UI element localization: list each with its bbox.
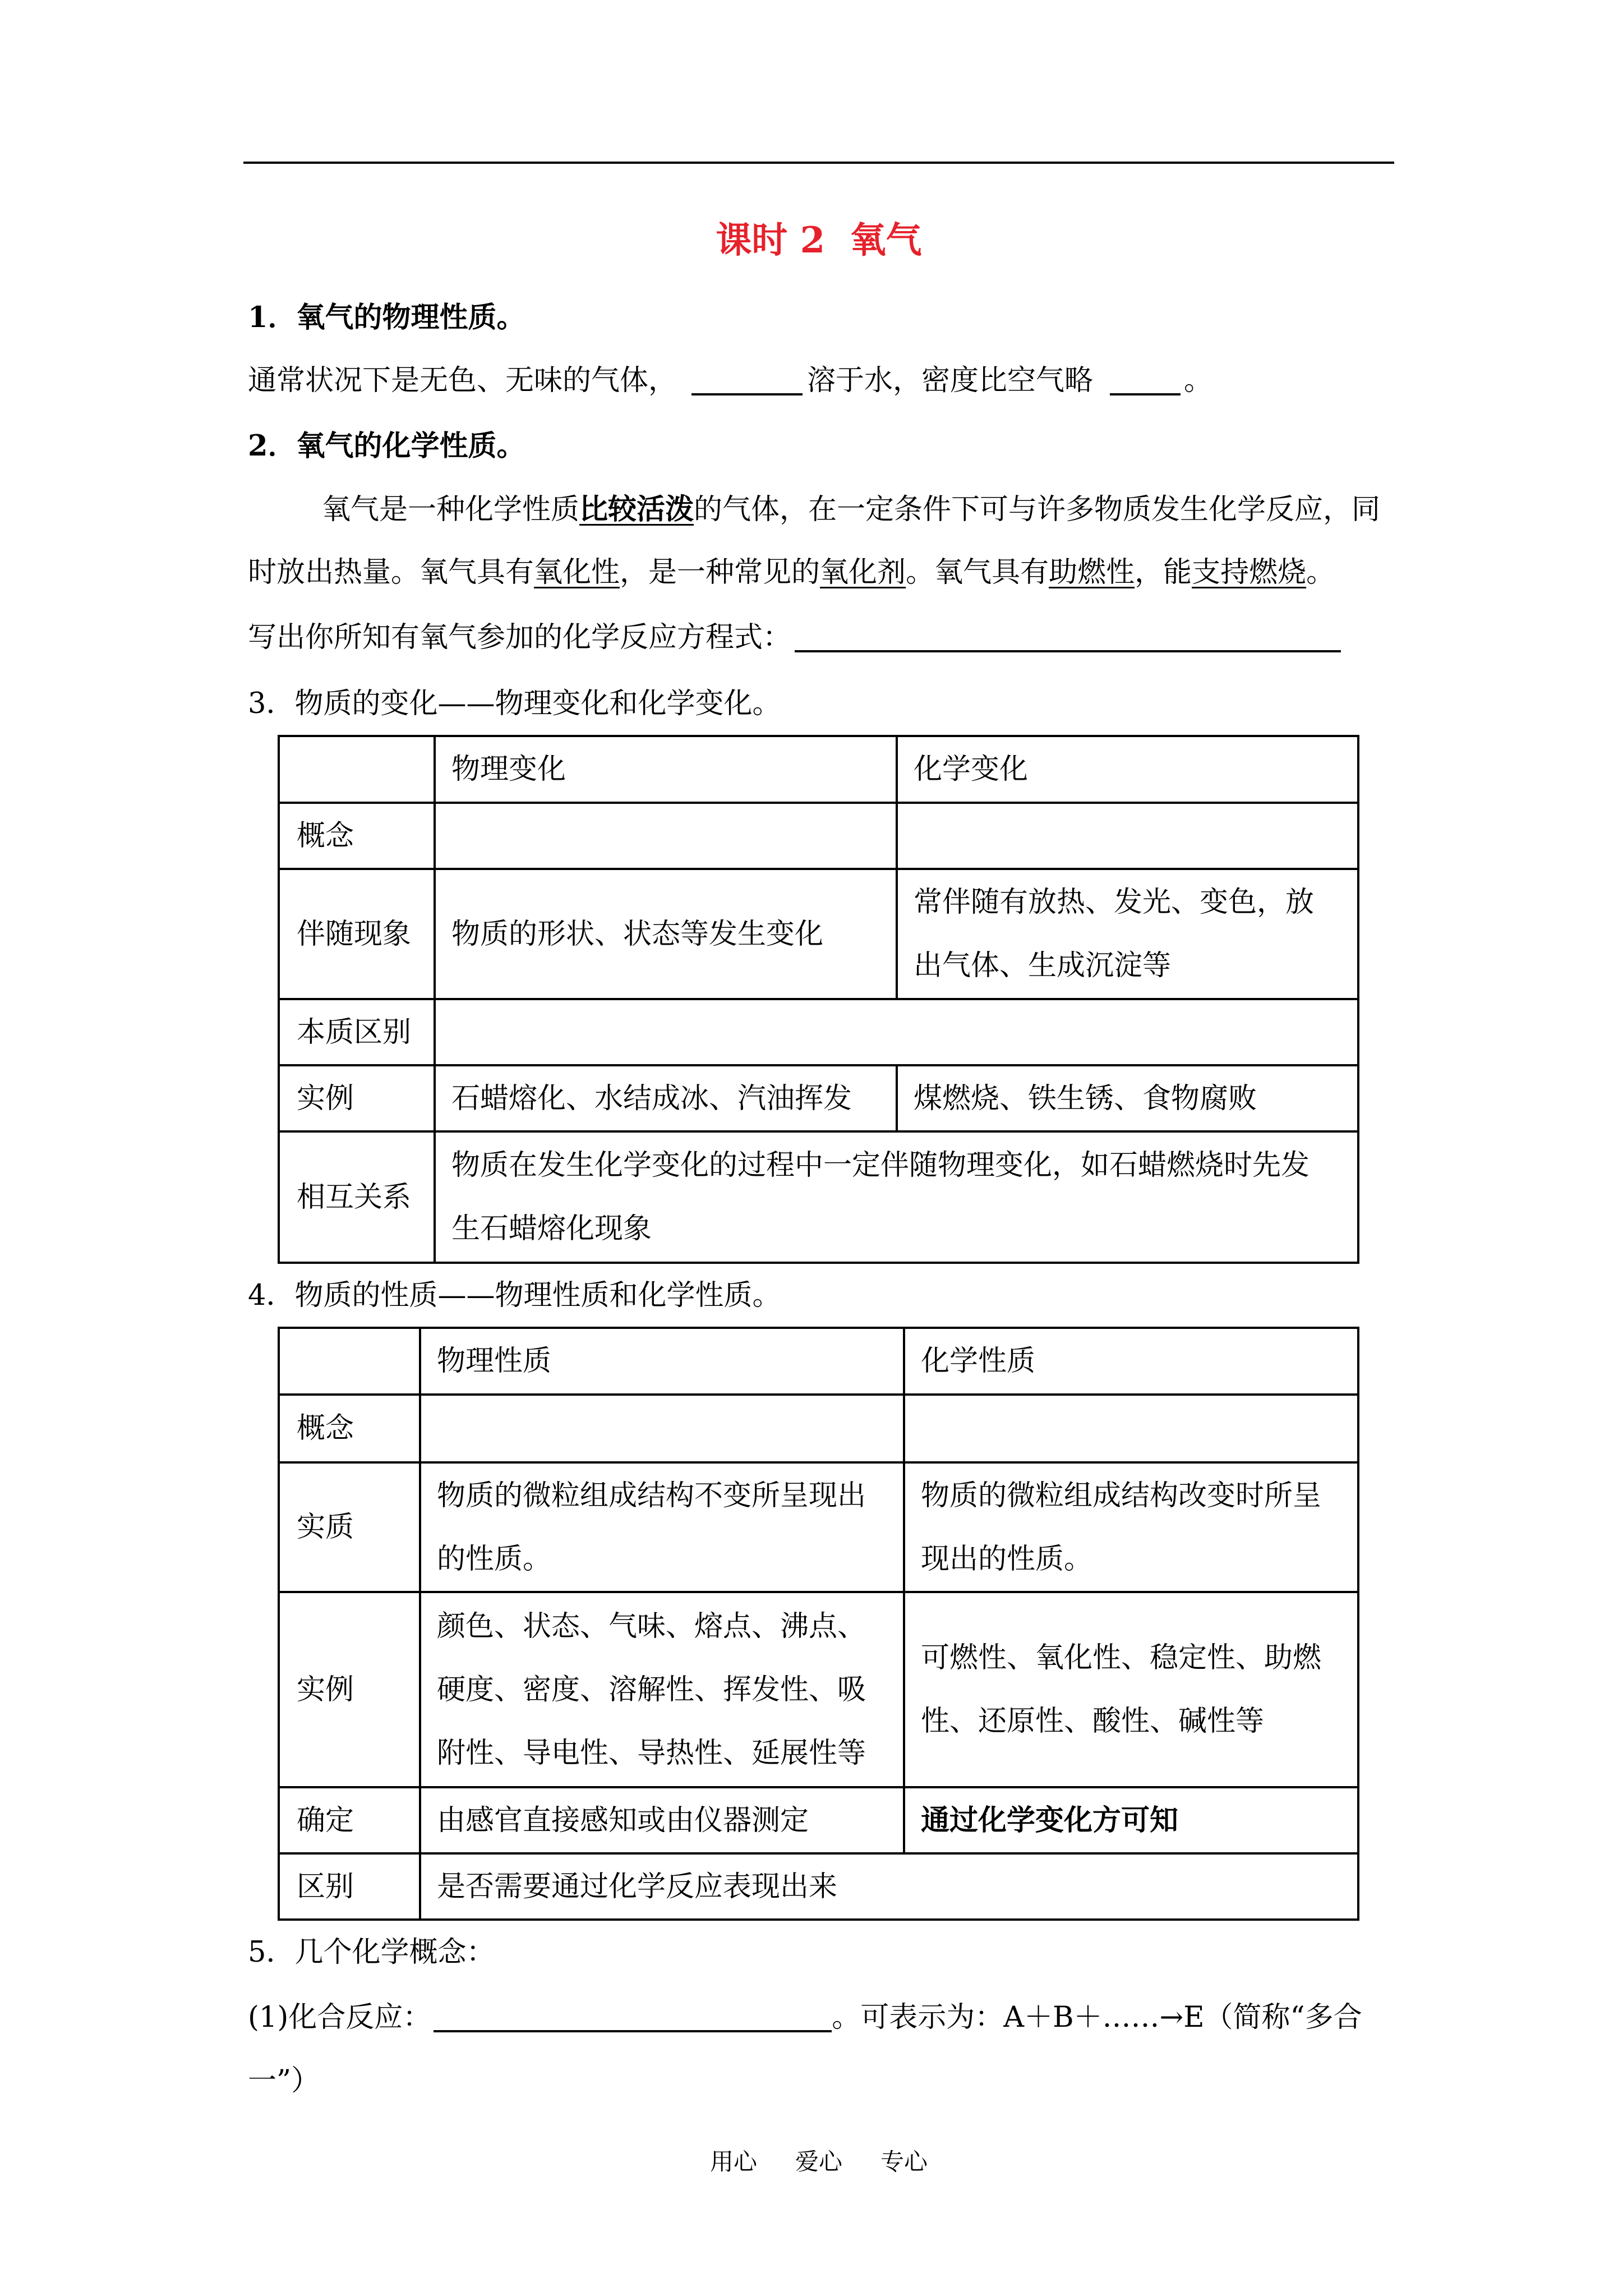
- cell-line: 出气体、生成沉淀等: [914, 949, 1172, 982]
- table-cell: 是否需要通过化学反应表现出来: [420, 1853, 1358, 1920]
- table-cell: [904, 1592, 1358, 1787]
- text-segment: 氧气是一种化学性质: [322, 493, 580, 526]
- fill-in-blank: [691, 388, 803, 395]
- row-label: 实例: [279, 1592, 420, 1787]
- table-header-row: [279, 736, 1358, 803]
- table-row: [279, 1131, 1358, 1263]
- row-label: 实质: [279, 1462, 420, 1592]
- cell-line: 附性、导电性、导热性、延展性等: [437, 1736, 866, 1770]
- text-segment: 溶于水，密度比空气略: [807, 364, 1094, 397]
- table-row: [279, 1462, 1358, 1592]
- column-header: 化学性质: [904, 1328, 1358, 1395]
- table-cell: [420, 1592, 904, 1787]
- table-row: [279, 1592, 1358, 1787]
- table-cell: [904, 1462, 1358, 1592]
- definition-line: [248, 2001, 1362, 2035]
- equation-prompt: [248, 621, 1341, 655]
- text-segment: 的气体，在一定条件下可与许多物质发生化学反应，同: [694, 493, 1381, 526]
- row-label: 区别: [279, 1853, 420, 1920]
- table-cell: [435, 999, 1358, 1065]
- change-comparison-table: [278, 735, 1359, 1264]
- section-3-heading: 3．物质的变化——物理变化和化学变化。: [248, 687, 781, 720]
- underlined-term: 支持燃烧: [1192, 556, 1307, 589]
- paragraph-line: [248, 556, 1335, 590]
- column-header: 物理性质: [420, 1328, 904, 1395]
- text-segment: 。氧气具有: [906, 556, 1049, 589]
- cell-line: 的性质。: [437, 1542, 552, 1576]
- cell-line: 常伴随有放热、发光、变色，放: [914, 886, 1315, 919]
- table-cell: [420, 1395, 904, 1462]
- underlined-term: 氧化性: [534, 556, 620, 589]
- table-row: [279, 1065, 1358, 1131]
- table-corner-cell: [279, 736, 435, 803]
- paragraph-line: [322, 493, 1380, 526]
- text-segment: 写出你所知有氧气参加的化学反应方程式：: [248, 621, 792, 654]
- table-corner-cell: [279, 1328, 420, 1395]
- text-segment: ，能: [1135, 556, 1192, 589]
- table-cell: 通过化学变化方可知: [904, 1787, 1358, 1853]
- table-cell: [897, 803, 1358, 869]
- header-rule: [243, 162, 1394, 164]
- cell-line: 物质在发生化学变化的过程中一定伴随物理变化，如石蜡燃烧时先发: [451, 1149, 1310, 1182]
- cell-line: 生石蜡熔化现象: [451, 1212, 652, 1245]
- table-row: [279, 1853, 1358, 1920]
- fill-in-blank: [434, 2024, 832, 2032]
- text-segment: ，是一种常见的: [620, 556, 820, 589]
- text-segment: 时放出热量。氧气具有: [248, 556, 534, 589]
- text-segment: 。可表示为：A＋B＋……→E（简称“多合: [832, 2001, 1362, 2034]
- row-label: 伴随现象: [279, 869, 435, 999]
- row-label: 确定: [279, 1787, 420, 1853]
- table-cell: [897, 869, 1358, 999]
- page-title: 课时 2 氧气: [716, 219, 922, 261]
- table-cell: [435, 1131, 1358, 1263]
- cell-line: 性、还原性、酸性、碱性等: [921, 1705, 1265, 1738]
- cell-line: 可燃性、氧化性、稳定性、助燃: [921, 1641, 1322, 1674]
- table-row: [279, 999, 1358, 1065]
- table-cell: 物质的形状、状态等发生变化: [435, 869, 897, 999]
- underlined-term: 助燃性: [1049, 556, 1135, 589]
- fill-in-blank: [1110, 388, 1181, 395]
- row-label: 本质区别: [279, 999, 435, 1065]
- table-header-row: [279, 1328, 1358, 1395]
- row-label: 实例: [279, 1065, 435, 1131]
- text-segment: (1)化合反应：: [248, 2001, 432, 2034]
- table-row: [279, 869, 1358, 999]
- row-label: 概念: [279, 1395, 420, 1462]
- table-cell: [904, 1395, 1358, 1462]
- table-row: [279, 803, 1358, 869]
- text-segment: 。: [1184, 364, 1213, 397]
- footer-word: 用心: [709, 2148, 757, 2175]
- cell-line: 物质的微粒组成结构改变时所呈: [921, 1479, 1322, 1512]
- section-5-heading: 5．几个化学概念：: [248, 1936, 495, 1969]
- cell-line: 现出的性质。: [921, 1542, 1093, 1576]
- column-header: 化学变化: [897, 736, 1358, 803]
- footer-word: 专心: [880, 2148, 928, 2175]
- table-cell: 煤燃烧、铁生锈、食物腐败: [897, 1065, 1358, 1131]
- section-1-text: [248, 364, 1212, 398]
- table-cell: 石蜡熔化、水结成冰、汽油挥发: [435, 1065, 897, 1131]
- table-cell: 由感官直接感知或由仪器测定: [420, 1787, 904, 1853]
- emphasis-text: 比较活泼: [579, 493, 694, 526]
- definition-line-continuation: 一”）: [248, 2064, 320, 2097]
- cell-line: 物质的微粒组成结构不变所呈现出: [437, 1479, 866, 1512]
- property-comparison-table: [278, 1327, 1359, 1921]
- text-segment: 通常状况下是无色、无味的气体，: [248, 364, 677, 397]
- footer-word: 爱心: [795, 2148, 842, 2175]
- row-label: 相互关系: [279, 1131, 435, 1263]
- page-footer: [243, 2145, 1394, 2179]
- table-cell: [435, 803, 897, 869]
- column-header: 物理变化: [435, 736, 897, 803]
- section-4-heading: 4．物质的性质——物理性质和化学性质。: [248, 1279, 781, 1312]
- row-label: 概念: [279, 803, 435, 869]
- table-row: [279, 1395, 1358, 1462]
- cell-line: 颜色、状态、气味、熔点、沸点、: [437, 1609, 866, 1643]
- table-cell: [420, 1462, 904, 1592]
- text-segment: 。: [1306, 556, 1335, 589]
- cell-line: 硬度、密度、溶解性、挥发性、吸: [437, 1673, 866, 1706]
- section-1-heading: 1．氧气的物理性质。: [248, 301, 525, 334]
- table-row: [279, 1787, 1358, 1853]
- underlined-term: 氧化剂: [820, 556, 906, 589]
- section-2-heading: 2．氧气的化学性质。: [248, 429, 525, 463]
- fill-in-blank: [795, 645, 1341, 652]
